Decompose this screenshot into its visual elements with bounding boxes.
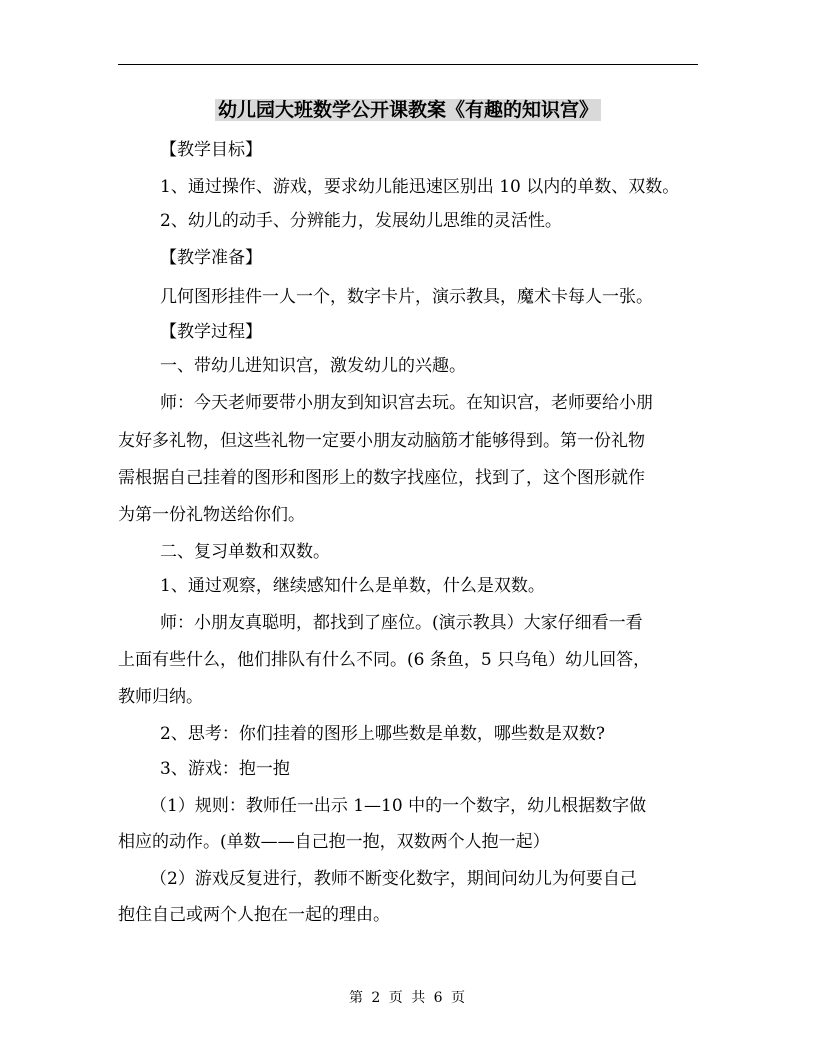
goal-item-2: 2、幼儿的动手、分辨能力，发展幼儿思维的灵活性。 <box>160 211 562 231</box>
step-2-3: 3、游戏：抱一抱 <box>160 759 290 779</box>
prep-text: 几何图形挂件一人一个，数字卡片，演示教具，魔术卡每人一张。 <box>160 287 653 307</box>
teacher-paragraph-1-line-3: 需根据自己挂着的图形和图形上的数字找座位，找到了，这个图形就作 <box>118 468 645 488</box>
teacher-paragraph-1-line-1: 师：今天老师要带小朋友到知识宫去玩。在知识宫，老师要给小朋 <box>160 393 653 413</box>
teacher-paragraph-2-line-1: 师：小朋友真聪明，都找到了座位。(演示教具）大家仔细看一看 <box>160 613 643 633</box>
prep-heading: 【教学准备】 <box>160 248 262 268</box>
goal-heading: 【教学目标】 <box>160 140 262 160</box>
document-title-text: 幼儿园大班数学公开课教案《有趣的知识宫》 <box>215 99 601 121</box>
step-2: 二、复习单数和双数。 <box>160 542 330 562</box>
goal-item-1: 1、通过操作、游戏，要求幼儿能迅速区别出 10 以内的单数、双数。 <box>160 177 680 197</box>
step-2-1: 1、通过观察，继续感知什么是单数，什么是双数。 <box>160 576 545 596</box>
teacher-paragraph-2-line-2: 上面有些什么，他们排队有什么不同。(6 条鱼，5 只乌龟）幼儿回答， <box>118 650 651 670</box>
page-footer: 第 2 页 共 6 页 <box>348 990 468 1006</box>
step-2-2: 2、思考：你们挂着的图形上哪些数是单数，哪些数是双数? <box>160 724 605 744</box>
document-title <box>0 96 816 124</box>
rule-line-1: （1）规则：教师任一出示 1—10 中的一个数字，幼儿根据数字做 <box>150 796 647 816</box>
header-rule <box>118 64 698 65</box>
step-1: 一、带幼儿进知识宫，激发幼儿的兴趣。 <box>160 356 466 376</box>
process-heading: 【教学过程】 <box>160 322 262 342</box>
rule-line-2: 相应的动作。(单数——自己抱一抱，双数两个人抱一起） <box>118 832 550 852</box>
teacher-paragraph-1-line-4: 为第一份礼物送给你们。 <box>118 505 305 525</box>
teacher-paragraph-2-line-3: 教师归纳。 <box>118 687 203 707</box>
repeat-line-1: （2）游戏反复进行，教师不断变化数字，期间问幼儿为何要自己 <box>150 869 637 889</box>
repeat-line-2: 抱住自己或两个人抱在一起的理由。 <box>118 905 390 925</box>
teacher-paragraph-1-line-2: 友好多礼物，但这些礼物一定要小朋友动脑筋才能够得到。第一份礼物 <box>118 431 645 451</box>
